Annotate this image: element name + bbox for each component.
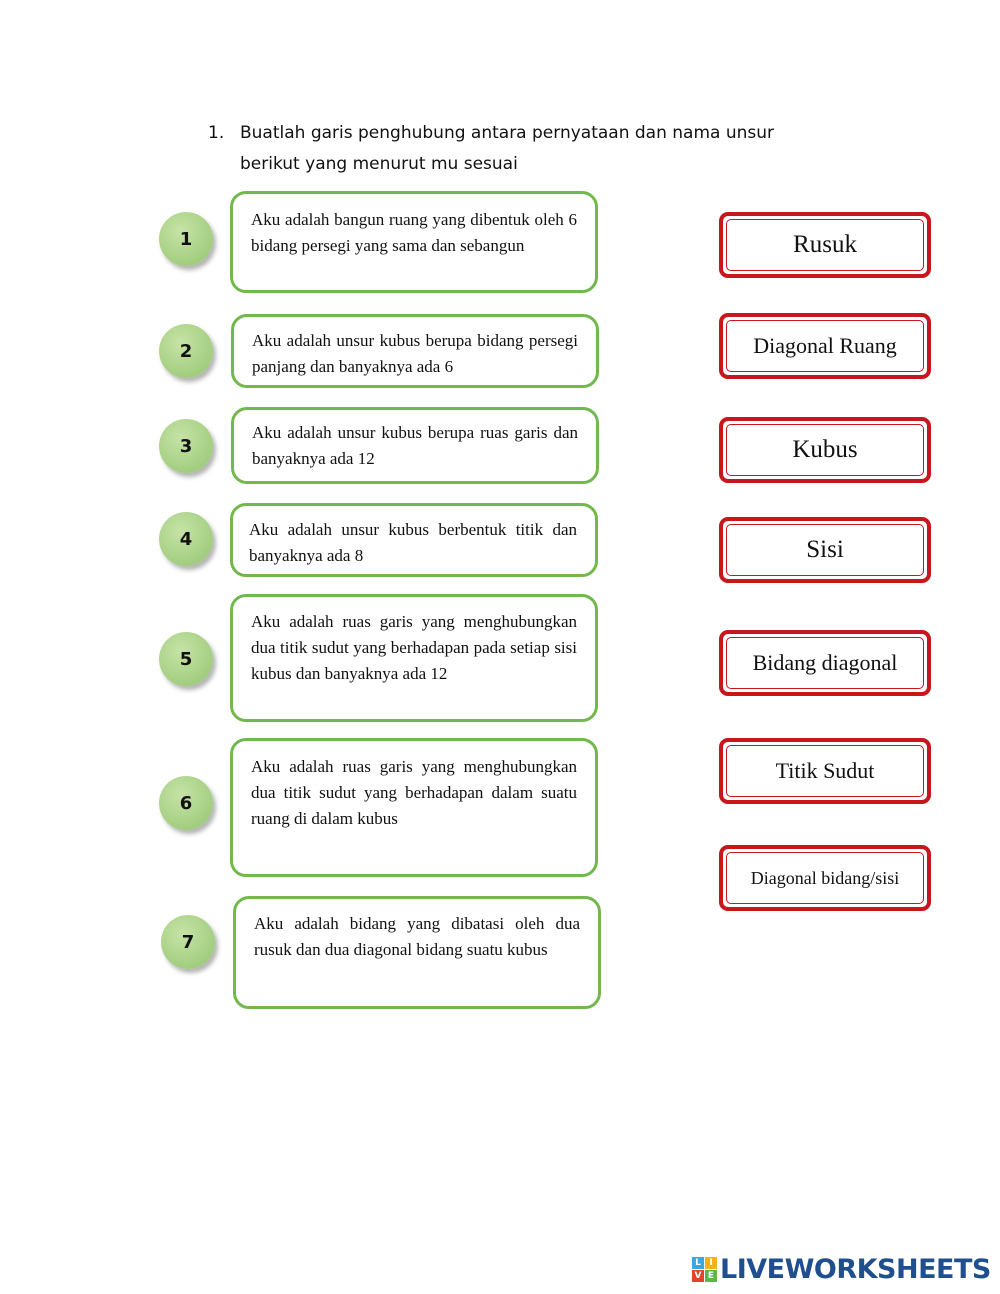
answer-box[interactable] xyxy=(719,845,931,911)
logo-text: LIVEWORKSHEETS xyxy=(720,1253,991,1285)
answer-label: Bidang diagonal xyxy=(726,637,924,689)
answer-label: Rusuk xyxy=(726,219,924,271)
liveworksheets-logo xyxy=(692,1252,991,1286)
statement-text: Aku adalah unsur kubus berupa ruas garis dan banyaknya ada 12 xyxy=(252,423,578,468)
statement-number-badge: 2 xyxy=(159,324,213,378)
answer-label: Diagonal Ruang xyxy=(726,320,924,372)
instruction-text: Buatlah garis penghubung antara pernyataan dan nama unsur berikut yang menurut mu sesuai xyxy=(240,123,775,174)
statement-number-badge: 7 xyxy=(161,915,215,969)
statement-text: Aku adalah ruas garis yang menghubungkan dua titik sudut yang berhadapan dalam suatu ruang di dalam kubus xyxy=(251,757,577,828)
statement-text: Aku adalah bidang yang dibatasi oleh dua rusuk dan dua diagonal bidang suatu kubus xyxy=(254,914,580,959)
statement-text: Aku adalah unsur kubus berbentuk titik dan banyaknya ada 8 xyxy=(249,520,577,565)
answer-box[interactable] xyxy=(719,630,931,696)
statement-box[interactable] xyxy=(230,738,598,877)
statement-number-badge: 5 xyxy=(159,632,213,686)
statement-box[interactable] xyxy=(231,314,599,388)
answer-box[interactable] xyxy=(719,313,931,379)
statement-number-badge: 4 xyxy=(159,512,213,566)
answer-label: Diagonal bidang/sisi xyxy=(726,852,924,904)
answer-box[interactable] xyxy=(719,738,931,804)
statement-box[interactable] xyxy=(230,503,598,577)
answer-label: Titik Sudut xyxy=(726,745,924,797)
statement-text: Aku adalah ruas garis yang menghubungkan dua titik sudut yang berhadapan pada setiap sisi kubus dan banyaknya ada 12 xyxy=(251,612,577,683)
answer-label: Kubus xyxy=(726,424,924,476)
liveworksheets-logo-icon: L I V E xyxy=(692,1257,717,1282)
answer-box[interactable] xyxy=(719,212,931,278)
instruction-number: 1. xyxy=(208,123,225,143)
statement-text: Aku adalah bangun ruang yang dibentuk oleh 6 bidang persegi yang sama dan sebangun xyxy=(251,210,577,255)
statement-box[interactable] xyxy=(230,191,598,293)
answer-label: Sisi xyxy=(726,524,924,576)
statement-text: Aku adalah unsur kubus berupa bidang persegi panjang dan banyaknya ada 6 xyxy=(252,331,578,376)
statement-number-badge: 6 xyxy=(159,776,213,830)
statement-number-badge: 1 xyxy=(159,212,213,266)
statement-box[interactable] xyxy=(231,407,599,484)
statement-box[interactable] xyxy=(230,594,598,722)
answer-box[interactable] xyxy=(719,417,931,483)
instruction xyxy=(208,118,828,180)
answer-box[interactable] xyxy=(719,517,931,583)
statement-number-badge: 3 xyxy=(159,419,213,473)
statement-box[interactable] xyxy=(233,896,601,1009)
